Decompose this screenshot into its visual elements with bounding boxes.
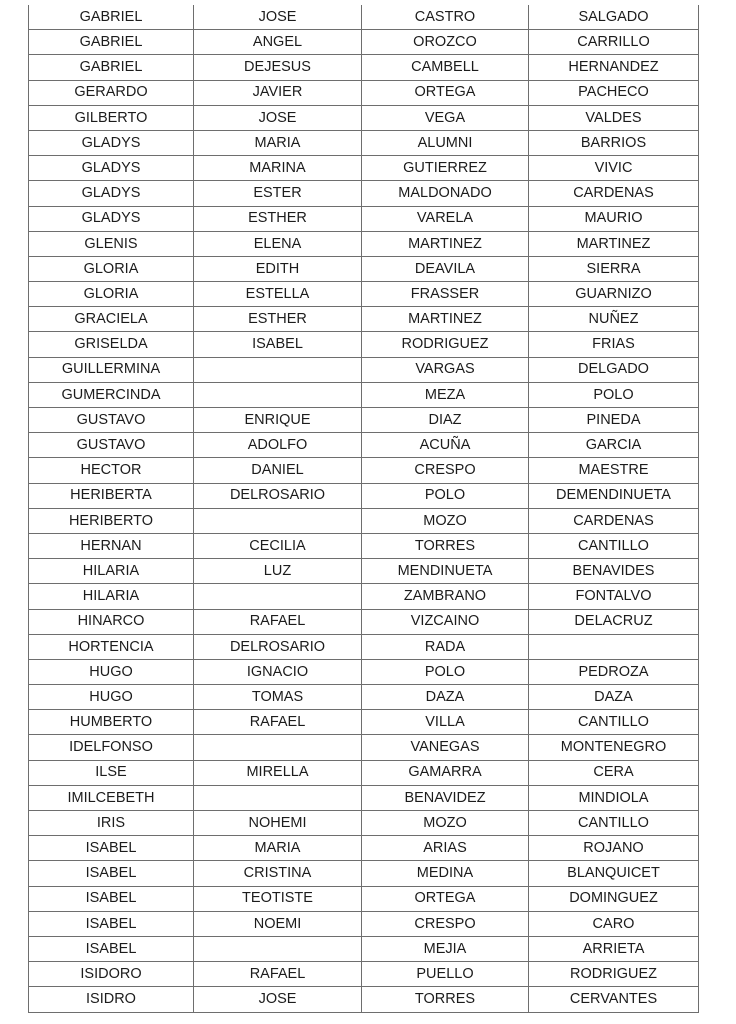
table-row xyxy=(29,760,699,785)
second-surname-cell: CARDENAS xyxy=(529,508,699,533)
first-name-cell: ISIDRO xyxy=(29,987,194,1012)
first-name-cell: GABRIEL xyxy=(29,55,194,80)
surname-cell: MEJIA xyxy=(362,936,529,961)
first-name-cell: GUMERCINDA xyxy=(29,382,194,407)
table-row xyxy=(29,735,699,760)
middle-name-cell: DELROSARIO xyxy=(194,483,362,508)
second-surname-cell: DELGADO xyxy=(529,357,699,382)
second-surname-cell: MINDIOLA xyxy=(529,785,699,810)
surname-cell: VILLA xyxy=(362,710,529,735)
table-row xyxy=(29,911,699,936)
second-surname-cell xyxy=(529,634,699,659)
middle-name-cell: DANIEL xyxy=(194,458,362,483)
surname-cell: POLO xyxy=(362,483,529,508)
middle-name-cell: ANGEL xyxy=(194,30,362,55)
first-name-cell: HINARCO xyxy=(29,609,194,634)
second-surname-cell: PINEDA xyxy=(529,408,699,433)
surname-cell: MALDONADO xyxy=(362,181,529,206)
surname-cell: PUELLO xyxy=(362,962,529,987)
table-row xyxy=(29,987,699,1012)
first-name-cell: GRACIELA xyxy=(29,307,194,332)
second-surname-cell: GUARNIZO xyxy=(529,282,699,307)
second-surname-cell: SIERRA xyxy=(529,256,699,281)
table-row xyxy=(29,332,699,357)
second-surname-cell: DOMINGUEZ xyxy=(529,886,699,911)
second-surname-cell: CANTILLO xyxy=(529,811,699,836)
middle-name-cell: ADOLFO xyxy=(194,433,362,458)
surname-cell: CAMBELL xyxy=(362,55,529,80)
second-surname-cell: CARRILLO xyxy=(529,30,699,55)
middle-name-cell: IGNACIO xyxy=(194,659,362,684)
table-row xyxy=(29,231,699,256)
surname-cell: DAZA xyxy=(362,685,529,710)
second-surname-cell: MARTINEZ xyxy=(529,231,699,256)
table-row xyxy=(29,5,699,30)
first-name-cell: GLORIA xyxy=(29,282,194,307)
middle-name-cell: JOSE xyxy=(194,5,362,30)
first-name-cell: GLORIA xyxy=(29,256,194,281)
first-name-cell: ISABEL xyxy=(29,861,194,886)
first-name-cell: GLADYS xyxy=(29,206,194,231)
first-name-cell: IMILCEBETH xyxy=(29,785,194,810)
surname-cell: OROZCO xyxy=(362,30,529,55)
middle-name-cell: MARIA xyxy=(194,836,362,861)
names-table-body xyxy=(29,5,699,1012)
middle-name-cell: MARIA xyxy=(194,130,362,155)
second-surname-cell: BARRIOS xyxy=(529,130,699,155)
middle-name-cell: MIRELLA xyxy=(194,760,362,785)
surname-cell: ALUMNI xyxy=(362,130,529,155)
table-row xyxy=(29,659,699,684)
surname-cell: MEDINA xyxy=(362,861,529,886)
middle-name-cell: CECILIA xyxy=(194,533,362,558)
middle-name-cell: DELROSARIO xyxy=(194,634,362,659)
second-surname-cell: HERNANDEZ xyxy=(529,55,699,80)
surname-cell: POLO xyxy=(362,659,529,684)
second-surname-cell: DEMENDINUETA xyxy=(529,483,699,508)
middle-name-cell: DEJESUS xyxy=(194,55,362,80)
surname-cell: VANEGAS xyxy=(362,735,529,760)
first-name-cell: GLADYS xyxy=(29,156,194,181)
second-surname-cell: CERA xyxy=(529,760,699,785)
surname-cell: VEGA xyxy=(362,105,529,130)
table-row xyxy=(29,634,699,659)
table-row xyxy=(29,433,699,458)
second-surname-cell: MONTENEGRO xyxy=(529,735,699,760)
surname-cell: BENAVIDEZ xyxy=(362,785,529,810)
surname-cell: MARTINEZ xyxy=(362,231,529,256)
surname-cell: CRESPO xyxy=(362,458,529,483)
table-row xyxy=(29,181,699,206)
surname-cell: ORTEGA xyxy=(362,80,529,105)
first-name-cell: GUSTAVO xyxy=(29,408,194,433)
table-row xyxy=(29,962,699,987)
surname-cell: FRASSER xyxy=(362,282,529,307)
middle-name-cell: EDITH xyxy=(194,256,362,281)
surname-cell: CRESPO xyxy=(362,911,529,936)
surname-cell: MEZA xyxy=(362,382,529,407)
second-surname-cell: POLO xyxy=(529,382,699,407)
table-row xyxy=(29,609,699,634)
table-row xyxy=(29,130,699,155)
table-row xyxy=(29,559,699,584)
middle-name-cell xyxy=(194,936,362,961)
surname-cell: VARELA xyxy=(362,206,529,231)
second-surname-cell: DAZA xyxy=(529,685,699,710)
surname-cell: VARGAS xyxy=(362,357,529,382)
table-row xyxy=(29,533,699,558)
second-surname-cell: BENAVIDES xyxy=(529,559,699,584)
middle-name-cell: ESTHER xyxy=(194,206,362,231)
table-row xyxy=(29,30,699,55)
table-row xyxy=(29,811,699,836)
first-name-cell: HUMBERTO xyxy=(29,710,194,735)
second-surname-cell: PACHECO xyxy=(529,80,699,105)
first-name-cell: HUGO xyxy=(29,659,194,684)
first-name-cell: GERARDO xyxy=(29,80,194,105)
first-name-cell: ISIDORO xyxy=(29,962,194,987)
middle-name-cell: MARINA xyxy=(194,156,362,181)
table-row xyxy=(29,408,699,433)
surname-cell: ORTEGA xyxy=(362,886,529,911)
surname-cell: DIAZ xyxy=(362,408,529,433)
second-surname-cell: PEDROZA xyxy=(529,659,699,684)
second-surname-cell: GARCIA xyxy=(529,433,699,458)
second-surname-cell: ARRIETA xyxy=(529,936,699,961)
second-surname-cell: CARO xyxy=(529,911,699,936)
first-name-cell: GUSTAVO xyxy=(29,433,194,458)
table-row xyxy=(29,936,699,961)
table-row xyxy=(29,861,699,886)
surname-cell: RADA xyxy=(362,634,529,659)
first-name-cell: ISABEL xyxy=(29,836,194,861)
middle-name-cell: RAFAEL xyxy=(194,710,362,735)
middle-name-cell: NOEMI xyxy=(194,911,362,936)
table-row xyxy=(29,256,699,281)
surname-cell: GAMARRA xyxy=(362,760,529,785)
first-name-cell: HECTOR xyxy=(29,458,194,483)
table-row xyxy=(29,685,699,710)
table-row xyxy=(29,80,699,105)
middle-name-cell: JAVIER xyxy=(194,80,362,105)
middle-name-cell: ENRIQUE xyxy=(194,408,362,433)
second-surname-cell: SALGADO xyxy=(529,5,699,30)
table-row xyxy=(29,206,699,231)
middle-name-cell: ISABEL xyxy=(194,332,362,357)
second-surname-cell: CARDENAS xyxy=(529,181,699,206)
table-row xyxy=(29,508,699,533)
middle-name-cell xyxy=(194,508,362,533)
second-surname-cell: FRIAS xyxy=(529,332,699,357)
surname-cell: RODRIGUEZ xyxy=(362,332,529,357)
first-name-cell: ISABEL xyxy=(29,936,194,961)
table-row xyxy=(29,785,699,810)
middle-name-cell: RAFAEL xyxy=(194,609,362,634)
first-name-cell: ISABEL xyxy=(29,911,194,936)
middle-name-cell: RAFAEL xyxy=(194,962,362,987)
surname-cell: MENDINUETA xyxy=(362,559,529,584)
second-surname-cell: MAURIO xyxy=(529,206,699,231)
table-row xyxy=(29,357,699,382)
surname-cell: MOZO xyxy=(362,508,529,533)
surname-cell: ARIAS xyxy=(362,836,529,861)
first-name-cell: GLADYS xyxy=(29,181,194,206)
table-row xyxy=(29,483,699,508)
surname-cell: VIZCAINO xyxy=(362,609,529,634)
first-name-cell: GLENIS xyxy=(29,231,194,256)
second-surname-cell: FONTALVO xyxy=(529,584,699,609)
middle-name-cell: LUZ xyxy=(194,559,362,584)
first-name-cell: HILARIA xyxy=(29,559,194,584)
table-row xyxy=(29,55,699,80)
middle-name-cell: CRISTINA xyxy=(194,861,362,886)
surname-cell: CASTRO xyxy=(362,5,529,30)
second-surname-cell: CANTILLO xyxy=(529,710,699,735)
names-sheet xyxy=(28,5,698,1013)
surname-cell: MOZO xyxy=(362,811,529,836)
middle-name-cell xyxy=(194,785,362,810)
first-name-cell: GRISELDA xyxy=(29,332,194,357)
surname-cell: ACUÑA xyxy=(362,433,529,458)
middle-name-cell xyxy=(194,735,362,760)
second-surname-cell: BLANQUICET xyxy=(529,861,699,886)
table-row xyxy=(29,458,699,483)
table-row xyxy=(29,584,699,609)
second-surname-cell: ROJANO xyxy=(529,836,699,861)
middle-name-cell: ESTER xyxy=(194,181,362,206)
table-row xyxy=(29,886,699,911)
first-name-cell: HUGO xyxy=(29,685,194,710)
first-name-cell: GABRIEL xyxy=(29,30,194,55)
middle-name-cell: ESTELLA xyxy=(194,282,362,307)
first-name-cell: HORTENCIA xyxy=(29,634,194,659)
first-name-cell: GLADYS xyxy=(29,130,194,155)
middle-name-cell xyxy=(194,382,362,407)
surname-cell: ZAMBRANO xyxy=(362,584,529,609)
second-surname-cell: RODRIGUEZ xyxy=(529,962,699,987)
middle-name-cell xyxy=(194,357,362,382)
first-name-cell: IDELFONSO xyxy=(29,735,194,760)
table-row xyxy=(29,307,699,332)
surname-cell: DEAVILA xyxy=(362,256,529,281)
surname-cell: TORRES xyxy=(362,987,529,1012)
first-name-cell: ILSE xyxy=(29,760,194,785)
first-name-cell: HERIBERTA xyxy=(29,483,194,508)
surname-cell: MARTINEZ xyxy=(362,307,529,332)
first-name-cell: HERNAN xyxy=(29,533,194,558)
table-row xyxy=(29,282,699,307)
table-row xyxy=(29,382,699,407)
middle-name-cell: JOSE xyxy=(194,105,362,130)
table-row xyxy=(29,836,699,861)
middle-name-cell: ELENA xyxy=(194,231,362,256)
second-surname-cell: MAESTRE xyxy=(529,458,699,483)
table-row xyxy=(29,156,699,181)
first-name-cell: GUILLERMINA xyxy=(29,357,194,382)
first-name-cell: GILBERTO xyxy=(29,105,194,130)
first-name-cell: IRIS xyxy=(29,811,194,836)
second-surname-cell: CANTILLO xyxy=(529,533,699,558)
table-row xyxy=(29,105,699,130)
first-name-cell: HILARIA xyxy=(29,584,194,609)
surname-cell: TORRES xyxy=(362,533,529,558)
middle-name-cell: TEOTISTE xyxy=(194,886,362,911)
second-surname-cell: VIVIC xyxy=(529,156,699,181)
surname-cell: GUTIERREZ xyxy=(362,156,529,181)
first-name-cell: HERIBERTO xyxy=(29,508,194,533)
middle-name-cell xyxy=(194,584,362,609)
first-name-cell: ISABEL xyxy=(29,886,194,911)
second-surname-cell: NUÑEZ xyxy=(529,307,699,332)
middle-name-cell: TOMAS xyxy=(194,685,362,710)
second-surname-cell: DELACRUZ xyxy=(529,609,699,634)
names-table xyxy=(28,5,699,1013)
middle-name-cell: ESTHER xyxy=(194,307,362,332)
second-surname-cell: VALDES xyxy=(529,105,699,130)
table-row xyxy=(29,710,699,735)
middle-name-cell: NOHEMI xyxy=(194,811,362,836)
middle-name-cell: JOSE xyxy=(194,987,362,1012)
first-name-cell: GABRIEL xyxy=(29,5,194,30)
second-surname-cell: CERVANTES xyxy=(529,987,699,1012)
